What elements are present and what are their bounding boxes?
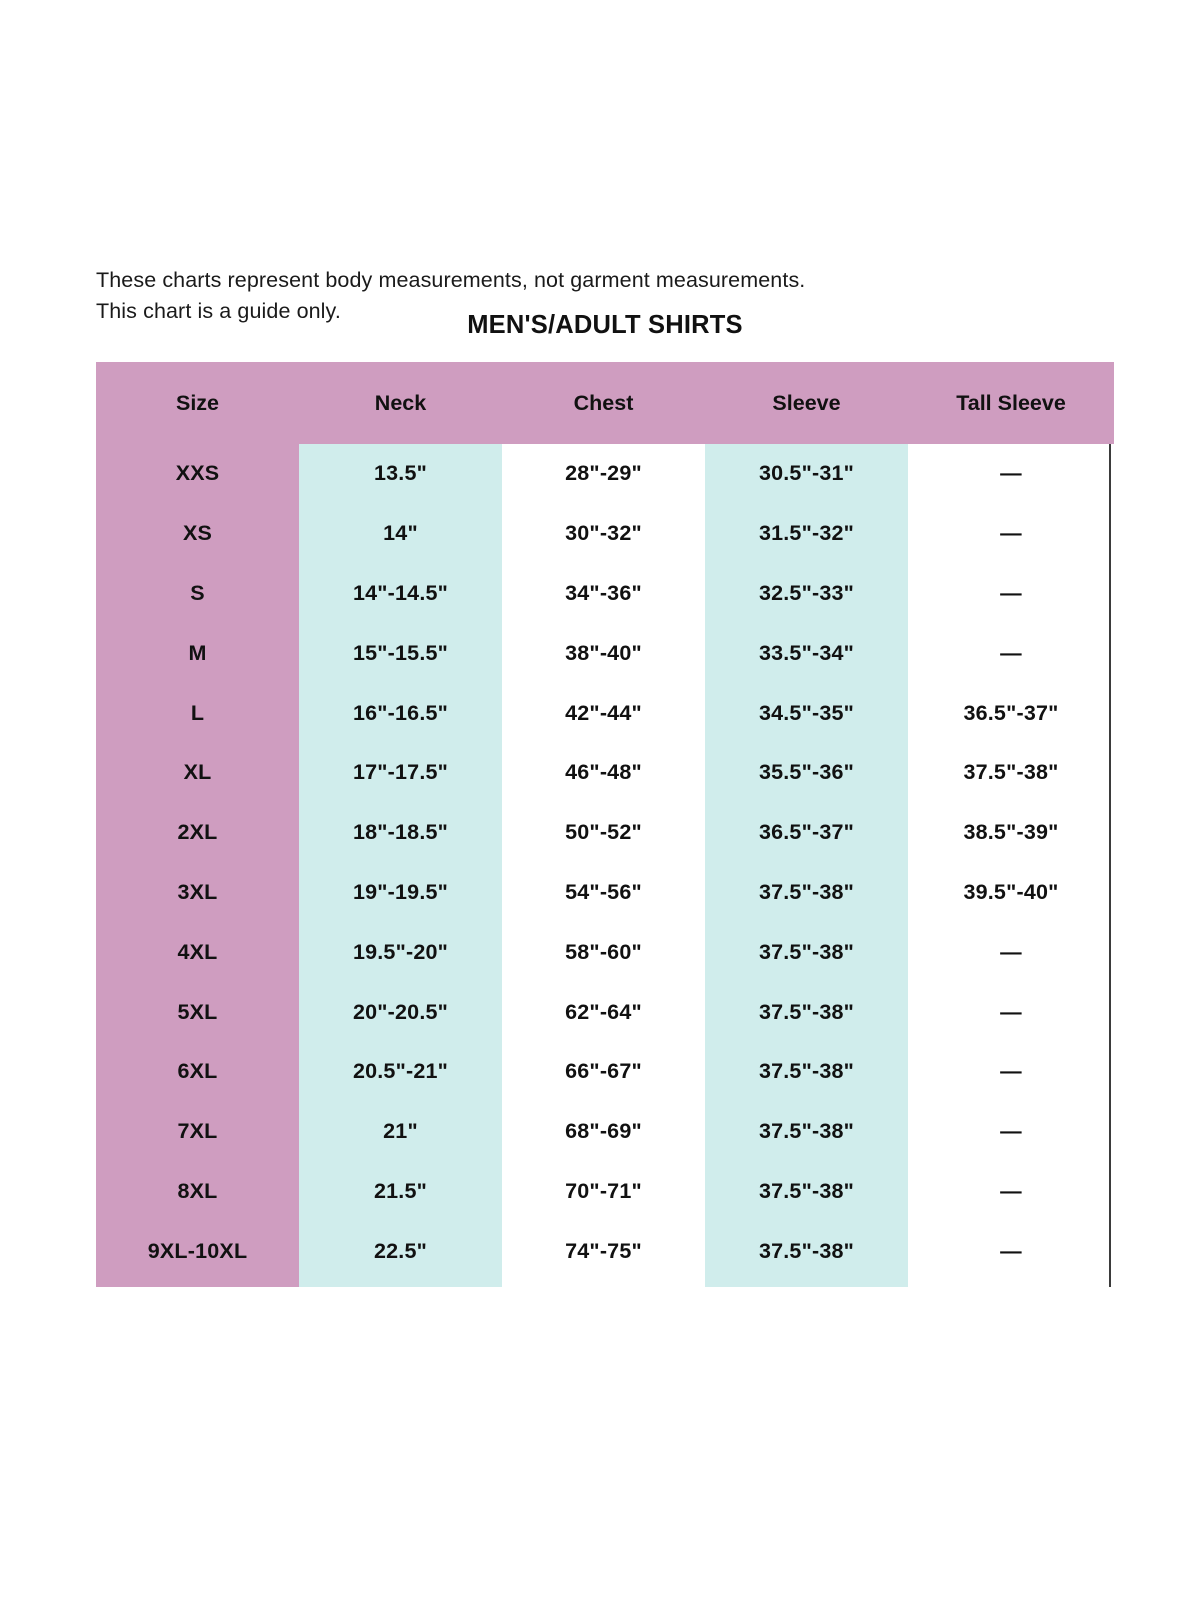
cell-sleeve: 30.5"-31" — [758, 461, 855, 486]
cell-neck: 13.5" — [373, 461, 428, 486]
cell-sleeve: 31.5"-32" — [758, 521, 855, 546]
table-row — [96, 1221, 1114, 1281]
cell-size: 9XL-10XL — [147, 1238, 248, 1263]
table-row — [96, 982, 1114, 1042]
intro-line-2: This chart is a guide only. — [96, 299, 341, 323]
table-row — [96, 623, 1114, 683]
cell-chest: 42"-44" — [565, 700, 642, 725]
cell-neck: 21" — [383, 1119, 418, 1144]
cell-tall-sleeve: 37.5"-38" — [963, 760, 1059, 785]
cell-chest: 62"-64" — [565, 999, 642, 1024]
column-header-neck: Neck — [374, 390, 427, 415]
cell-tall-sleeve: 39.5"-40" — [963, 879, 1059, 904]
cell-neck: 22.5" — [373, 1238, 428, 1263]
cell-size: 4XL — [177, 939, 218, 964]
cell-tall-sleeve: — — [1000, 1238, 1022, 1263]
cell-chest: 58"-60" — [565, 939, 642, 964]
cell-size: 3XL — [177, 879, 218, 904]
cell-chest: 68"-69" — [565, 1119, 642, 1144]
table-row — [96, 1162, 1114, 1222]
column-header-size: Size — [175, 390, 220, 415]
cell-sleeve: 37.5"-38" — [758, 999, 855, 1024]
column-header-sleeve: Sleeve — [772, 390, 841, 415]
cell-tall-sleeve: — — [1000, 580, 1022, 605]
cell-size: XL — [183, 760, 212, 785]
size-chart-table — [96, 362, 1114, 1281]
cell-size: 6XL — [177, 1059, 218, 1084]
cell-tall-sleeve: — — [1000, 1119, 1022, 1144]
table-row — [96, 863, 1114, 923]
table-row — [96, 444, 1114, 504]
cell-sleeve: 35.5"-36" — [758, 760, 855, 785]
cell-chest: 50"-52" — [565, 820, 642, 845]
chart-title: MEN'S/ADULT SHIRTS — [467, 311, 743, 339]
cell-tall-sleeve: — — [1000, 999, 1022, 1024]
table-row — [96, 1042, 1114, 1102]
cell-size: S — [190, 580, 205, 605]
cell-size: L — [190, 700, 205, 725]
cell-chest: 66"-67" — [565, 1059, 642, 1084]
cell-tall-sleeve: 38.5"-39" — [963, 820, 1059, 845]
table-header-row — [96, 362, 1114, 444]
cell-neck: 19"-19.5" — [352, 879, 449, 904]
size-chart-table-wrapper — [96, 362, 1114, 1287]
table-row — [96, 683, 1114, 743]
cell-size: M — [188, 640, 207, 665]
cell-neck: 21.5" — [373, 1178, 428, 1203]
cell-chest: 34"-36" — [565, 580, 642, 605]
cell-tall-sleeve: 36.5"-37" — [963, 700, 1059, 725]
cell-chest: 74"-75" — [565, 1238, 642, 1263]
table-row — [96, 504, 1114, 564]
cell-sleeve: 37.5"-38" — [758, 1059, 855, 1084]
cell-size: XXS — [175, 461, 220, 486]
cell-size: XS — [182, 521, 213, 546]
cell-neck: 15"-15.5" — [352, 640, 449, 665]
column-header-chest: Chest — [573, 390, 634, 415]
cell-chest: 38"-40" — [565, 640, 642, 665]
table-row — [96, 803, 1114, 863]
cell-chest: 28"-29" — [565, 461, 642, 486]
cell-neck: 14"-14.5" — [352, 580, 449, 605]
cell-chest: 54"-56" — [565, 879, 642, 904]
cell-chest: 70"-71" — [565, 1178, 642, 1203]
cell-tall-sleeve: — — [1000, 1178, 1022, 1203]
cell-sleeve: 37.5"-38" — [758, 1238, 855, 1263]
cell-size: 2XL — [177, 820, 218, 845]
cell-neck: 14" — [383, 521, 418, 546]
column-header-tall-sleeve: Tall Sleeve — [956, 390, 1066, 415]
cell-tall-sleeve: — — [1000, 640, 1022, 665]
table-row — [96, 922, 1114, 982]
cell-size: 7XL — [177, 1119, 218, 1144]
cell-size: 5XL — [177, 999, 218, 1024]
cell-sleeve: 37.5"-38" — [758, 1178, 855, 1203]
cell-neck: 16"-16.5" — [352, 700, 449, 725]
table-row — [96, 564, 1114, 624]
cell-neck: 18"-18.5" — [352, 820, 449, 845]
cell-neck: 20.5"-21" — [352, 1059, 449, 1084]
cell-neck: 20"-20.5" — [352, 999, 449, 1024]
cell-sleeve: 34.5"-35" — [758, 700, 855, 725]
cell-neck: 19.5"-20" — [352, 939, 449, 964]
cell-sleeve: 37.5"-38" — [758, 1119, 855, 1144]
cell-chest: 46"-48" — [565, 760, 642, 785]
cell-sleeve: 37.5"-38" — [758, 939, 855, 964]
cell-sleeve: 36.5"-37" — [758, 820, 855, 845]
cell-tall-sleeve: — — [1000, 521, 1022, 546]
cell-tall-sleeve: — — [1000, 939, 1022, 964]
cell-chest: 30"-32" — [565, 521, 642, 546]
cell-sleeve: 37.5"-38" — [758, 879, 855, 904]
cell-sleeve: 33.5"-34" — [758, 640, 855, 665]
cell-tall-sleeve: — — [1000, 461, 1022, 486]
cell-size: 8XL — [177, 1178, 218, 1203]
intro-line-1: These charts represent body measurements, not garment measurements. — [96, 268, 806, 292]
table-row — [96, 1102, 1114, 1162]
cell-neck: 17"-17.5" — [352, 760, 449, 785]
cell-sleeve: 32.5"-33" — [758, 580, 855, 605]
table-row — [96, 743, 1114, 803]
cell-tall-sleeve: — — [1000, 1059, 1022, 1084]
